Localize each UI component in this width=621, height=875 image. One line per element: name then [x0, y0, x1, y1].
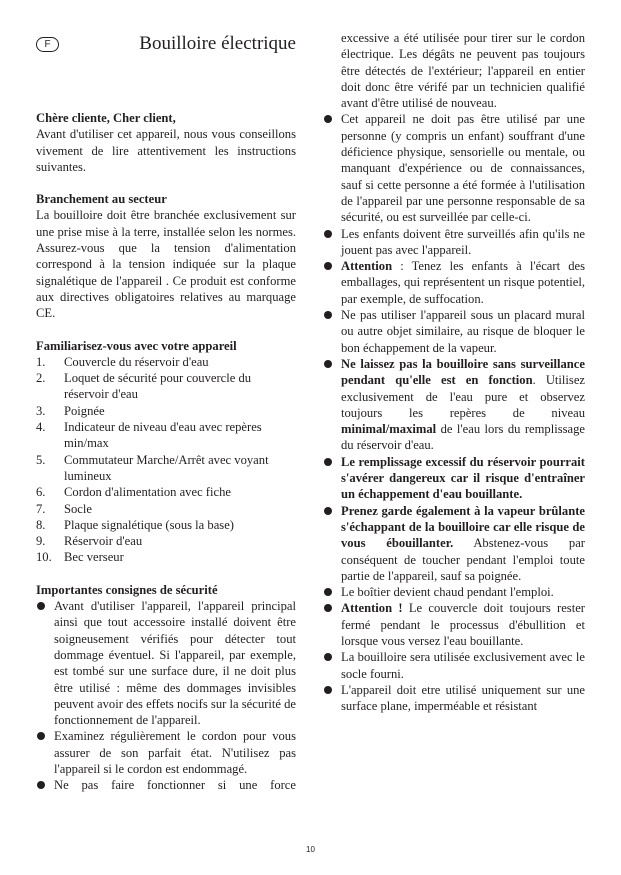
bullet-icon	[324, 230, 332, 238]
safety-item: Les enfants doivent être surveillés afin qu'ils ne jouent pas avec l'appareil.	[323, 226, 585, 259]
safety-item: Cet appareil ne doit pas être utilisé par une personne (y compris un enfant) souffrant d'une déficience physique, sensorielle ou mentale, ou manquant d'expérience ou de connaissances, sauf si cette personne a été formée à l'utilisation de l'appareil par une personne responsable de sa sécurité, ou est surveillée par celle-ci.	[323, 111, 585, 225]
parts-list-item: 3. Poignée	[36, 403, 105, 418]
safety-item: Le remplissage excessif du réservoir pourrait s'avérer dangereux car il risque d'entraîner un échappement d'eau bouillante.	[323, 454, 585, 503]
language-badge: F	[36, 37, 59, 52]
safety-item: Ne laissez pas la bouilloire sans surveillance pendant qu'elle est en fonction. Utilisez exclusivement de l'eau pure et observez toujours les repères de niveau minimal/maximal de l'eau lors du remplissage du réservoir d'eau.	[323, 356, 585, 454]
safety-item: L'appareil doit etre utilisé uniquement sur une surface plane, imperméable et résistant	[323, 682, 585, 715]
parts-list-item: 7. Socle	[36, 501, 92, 516]
safety-item: Le boîtier devient chaud pendant l'emploi.	[323, 584, 585, 600]
safety-item: Attention : Tenez les enfants à l'écart des emballages, qui représentent un risque potentiel, par exemple, de suffocation.	[323, 258, 585, 307]
bullet-icon	[324, 311, 332, 319]
bullet-icon	[37, 602, 45, 610]
left-column	[36, 30, 296, 794]
bullet-icon	[324, 458, 332, 466]
safety-list-right	[323, 30, 585, 714]
bullet-icon	[324, 653, 332, 661]
page-header	[36, 32, 296, 62]
safety-item-continued: excessive a été utilisée pour tirer sur le cordon électrique. Les dégâts ne peuvent pas toujours être détectés de l'extérieur; l'appareil en entier doit donc être vérifé par un technicien qualifié avant d'être utilisé de nouveau.	[341, 31, 585, 111]
parts-list-item: 6. Cordon d'alimentation avec fiche	[36, 485, 231, 500]
safety-item: La bouilloire sera utilisée exclusivement avec le socle fourni.	[323, 649, 585, 682]
bullet-icon	[37, 781, 45, 789]
safety-item: Ne pas utiliser l'appareil sous un placard mural ou autre objet similaire, au risque de bloquer le bon échappement de la vapeur.	[323, 307, 585, 356]
parts-list-item: 5. Commutateur Marche/Arrêt avec voyant lumineux	[36, 452, 269, 483]
safety-item: Avant d'utiliser l'appareil, l'appareil principal ainsi que tout accessoire installé doivent être soigneusement vérifiés pour détecter tout dommage éventuel. Si l'appareil, par exemple, est tombé sur une surface dure, il ne doit plus être utilisé : même des dommages invisibles peuvent avoir des effets nocifs sur la sécurité de fonctionnement de l'appareil.	[36, 598, 296, 728]
right-column	[323, 30, 585, 714]
parts-list-item: 9. Réservoir d'eau	[36, 534, 143, 549]
safety-item: Ne pas faire fonctionner si une force	[36, 777, 296, 793]
bullet-icon	[37, 732, 45, 740]
parts-list-item: 1. Couvercle du réservoir d'eau	[36, 354, 209, 369]
bullet-icon	[324, 604, 332, 612]
bullet-icon	[324, 507, 332, 515]
page-title: Bouilloire électrique	[139, 33, 296, 54]
safety-item: Examinez régulièrement le cordon pour vous assurer de son parfait état. N'utilisez pas l'appareil si le cordon est endommagé.	[36, 728, 296, 777]
parts-list-item: 10. Bec verseur	[36, 550, 124, 565]
safety-item: Prenez garde également à la vapeur brûlante s'échappant de la bouilloire car elle risque de vous ébouillanter. Abstenez-vous par conséquent de toucher pendant l'emploi toute partie de l'appareil, sauf sa poignée.	[323, 503, 585, 584]
safety-list-left	[36, 598, 296, 794]
parts-list-item: 2. Loquet de sécurité pour couvercle du réservoir d'eau	[36, 371, 252, 402]
intro-greeting: Chère cliente, Cher client,	[36, 111, 176, 125]
page-number: 10	[306, 845, 315, 854]
parts-list	[36, 354, 296, 566]
connection-text: La bouilloire doit être branchée exclusivement sur une prise mise à la terre, installée selon les normes. Assurez-vous que la tension d'alimentation correspond à la tension indiquée sur la plaque signalétique de l'appareil . Ce produit est conforme aux directives obligatoires relatives au marquage CE.	[36, 208, 296, 321]
bullet-icon	[324, 360, 332, 368]
connection-heading: Branchement au secteur	[36, 192, 167, 207]
bullet-icon	[324, 686, 332, 694]
bullet-icon	[324, 262, 332, 270]
parts-list-item: 8. Plaque signalétique (sous la base)	[36, 517, 234, 532]
bullet-icon	[324, 588, 332, 596]
safety-heading: Importantes consignes de sécurité	[36, 582, 218, 597]
safety-item: Attention ! Le couvercle doit toujours rester fermé pendant le processus d'ébullition et lorsque vous versez l'eau bouillante.	[323, 600, 585, 649]
intro-text: Avant d'utiliser cet appareil, nous vous conseillons vivement de lire attentivement les instructions suivantes.	[36, 127, 296, 174]
bullet-icon	[324, 115, 332, 123]
parts-heading: Familiarisez-vous avec votre appareil	[36, 338, 237, 353]
parts-list-item: 4. Indicateur de niveau d'eau avec repères min/max	[36, 420, 262, 451]
